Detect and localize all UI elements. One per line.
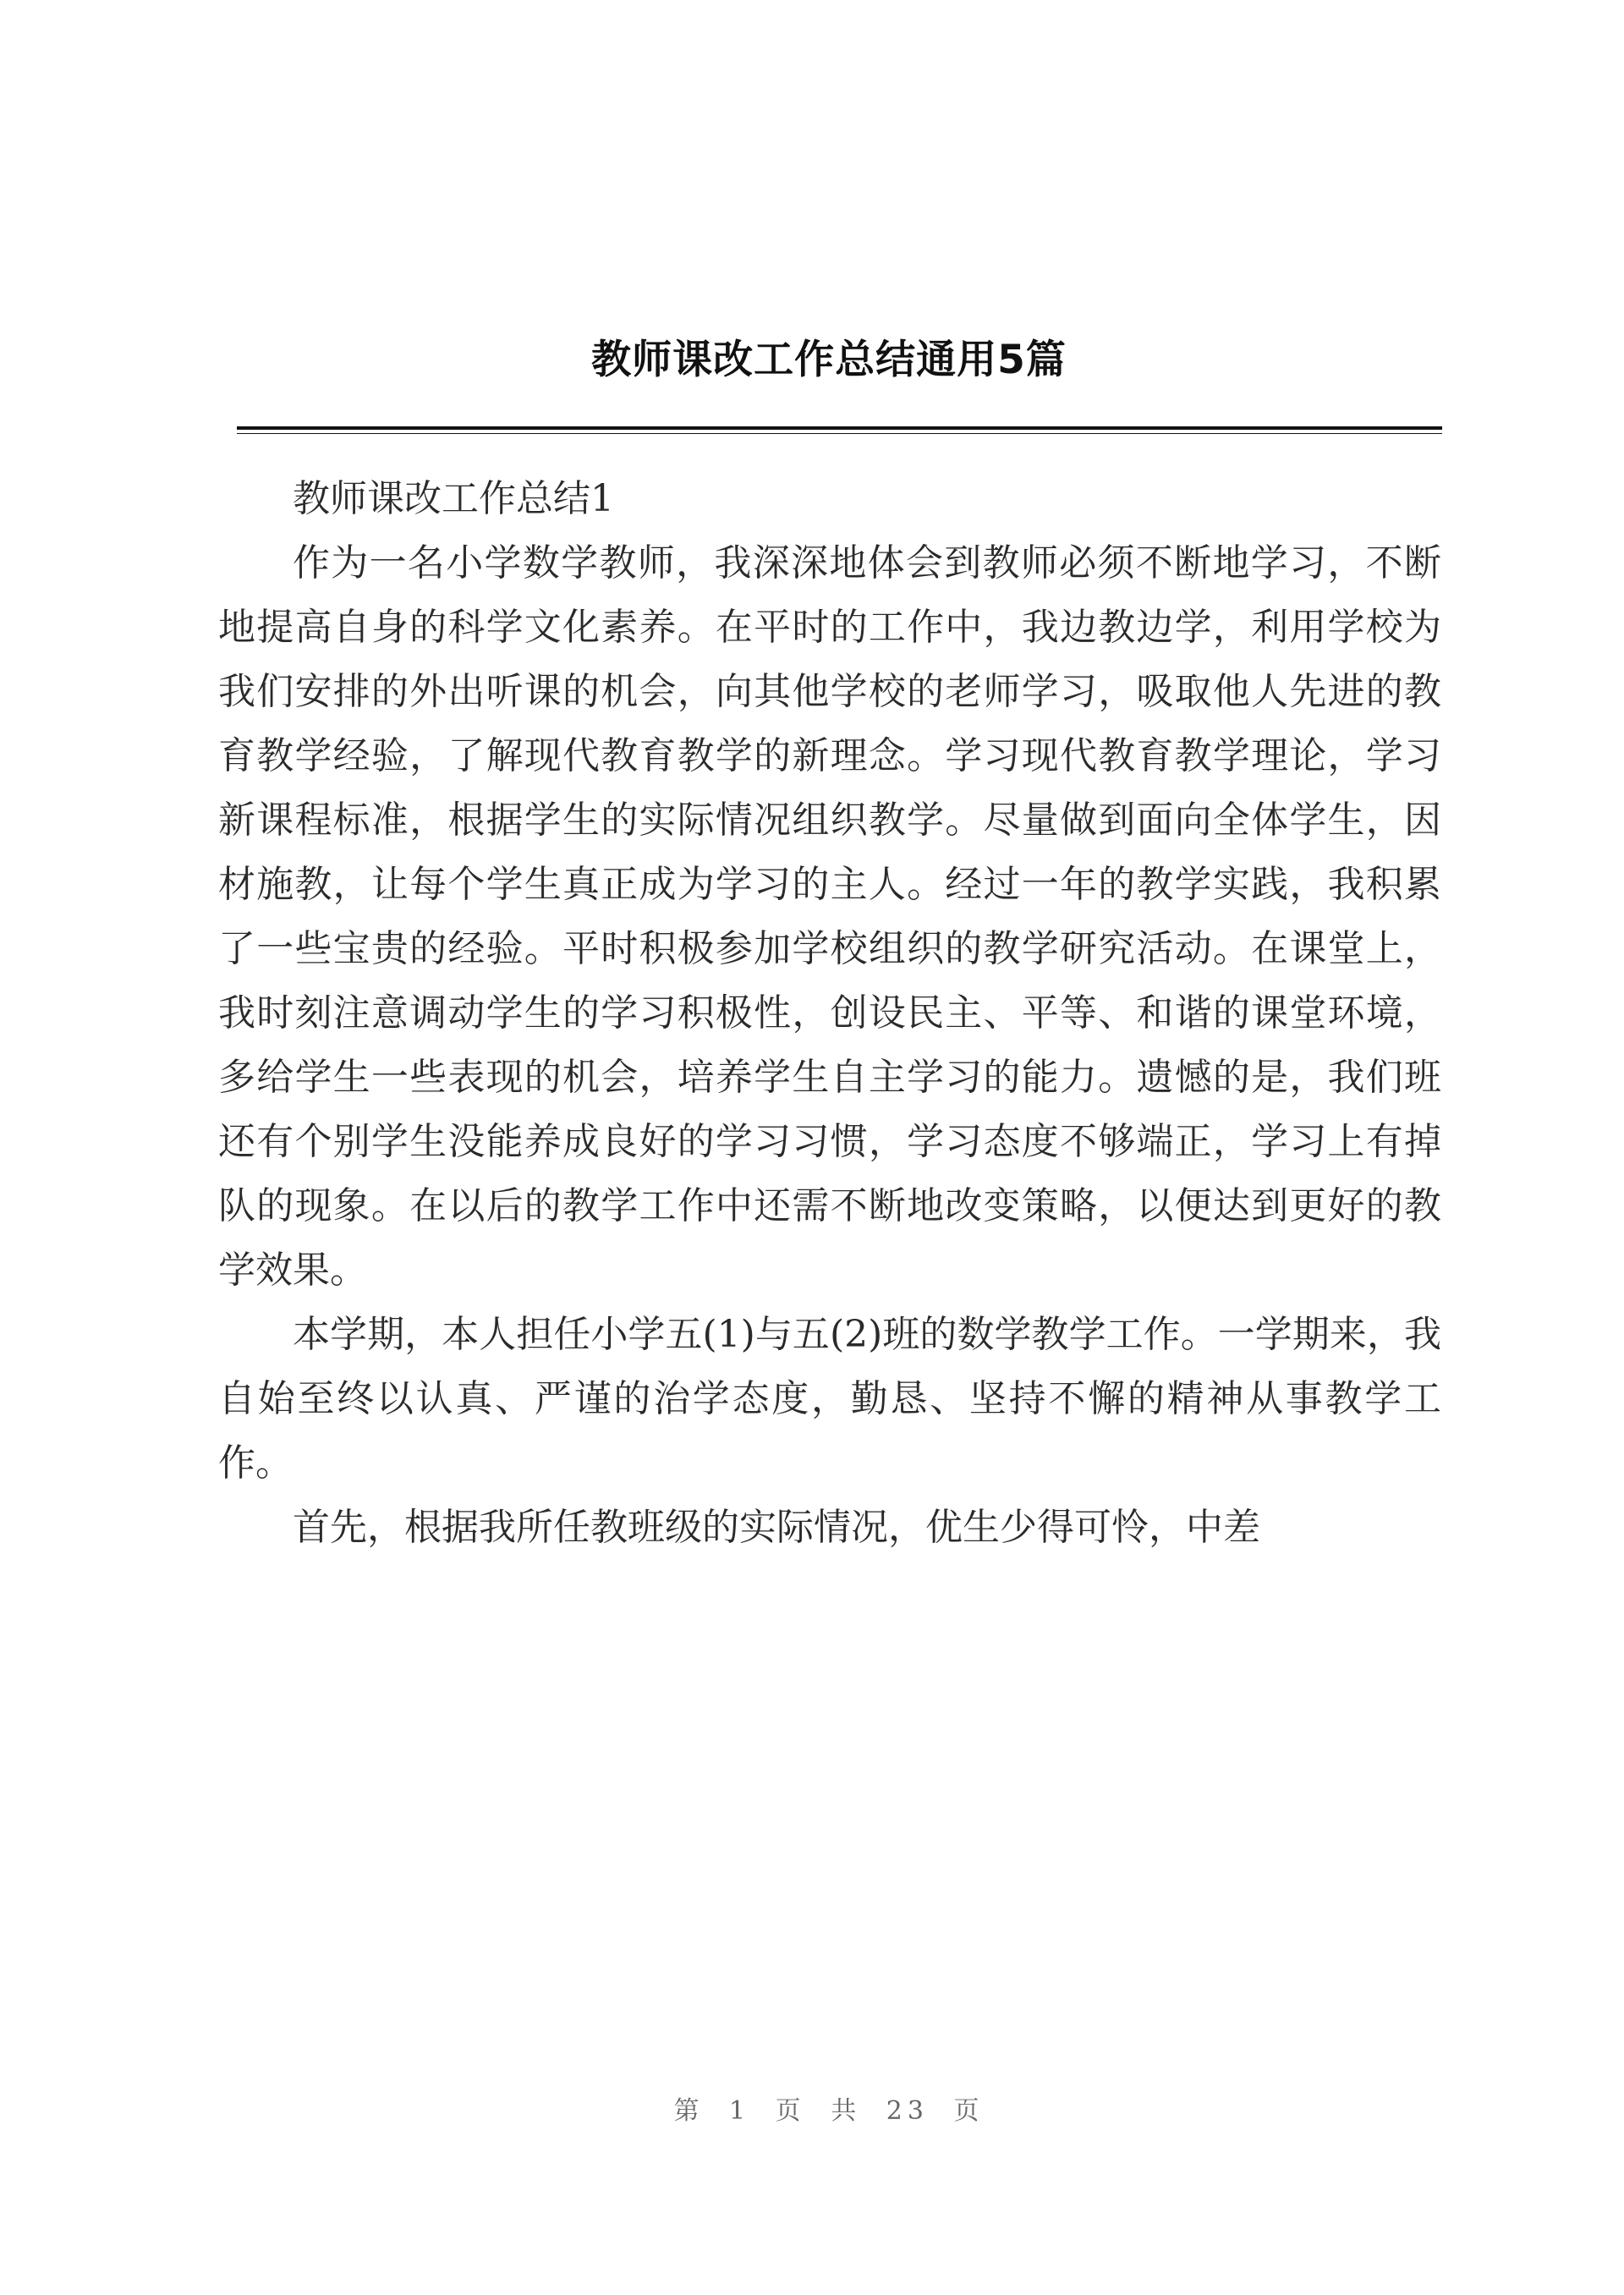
section-heading: 教师课改工作总结1	[293, 477, 614, 520]
body-paragraph: 本学期，本人担任小学五(1)与五(2)班的数学教学工作。一学期来，我自始至终以认真、严谨的治学态度，勤恳、坚持不懈的精神从事教学工作。	[218, 1313, 1441, 1485]
page-number-footer: 第 1 页 共 23 页	[673, 2096, 985, 2126]
title-underline-thin	[237, 433, 1442, 434]
body-paragraph: 首先，根据我所任教班级的实际情况，优生少得可怜，中差	[293, 1506, 1260, 1549]
body-paragraph: 作为一名小学数学教师，我深深地体会到教师必须不断地学习，不断地提高自身的科学文化素养。在平时的工作中，我边教边学，利用学校为我们安排的外出听课的机会，向其他学校的老师学习，吸取他人先进的教育教学经验，了解现代教育教学的新理念。学习现代教育教学理论，学习新课程标准，根据学生的实际情况组织教学。尽量做到面向全体学生，因材施教，让每个学生真正成为学习的主人。经过一年的教学实践，我积累了一些宝贵的经验。平时积极参加学校组织的教学研究活动。在课堂上，我时刻注意调动学生的学习积极性，创设民主、平等、和谐的课堂环境，多给学生一些表现的机会，培养学生自主学习的能力。遗憾的是，我们班还有个别学生没能养成良好的学习习惯，学习态度不够端正，学习上有掉队的现象。在以后的教学工作中还需不断地改变策略，以便达到更好的教学效果。	[218, 541, 1441, 1292]
document-body	[218, 467, 1441, 1560]
document-title: 教师课改工作总结通用5篇	[591, 337, 1067, 383]
title-underline-thick	[237, 426, 1442, 430]
